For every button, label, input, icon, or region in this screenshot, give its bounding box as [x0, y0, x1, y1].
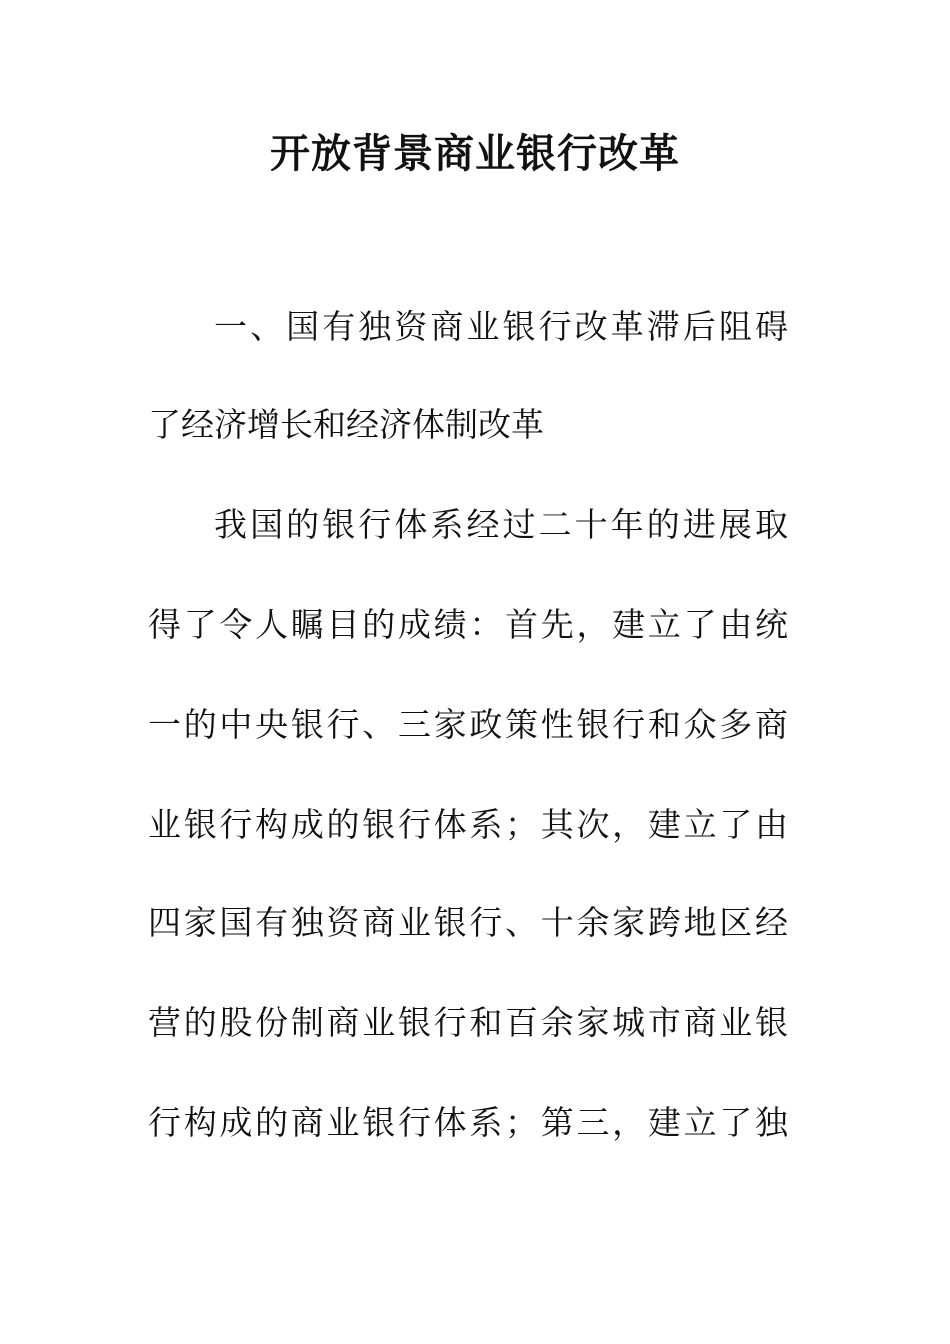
paragraph-line: 营的股份制商业银行和百余家城市商业银 [148, 1003, 788, 1042]
paragraph-line: 我国的银行体系经过二十年的进展取 [214, 505, 788, 544]
paragraph-line: 业银行构成的银行体系；其次，建立了由 [148, 805, 788, 844]
paragraph-line: 一的中央银行、三家政策性银行和众多商 [148, 705, 788, 744]
paragraph-line: 得了令人瞩目的成绩：首先，建立了由统 [148, 605, 788, 644]
section-heading-line-2: 了经济增长和经济体制改革 [148, 405, 544, 444]
paragraph-line: 四家国有独资商业银行、十余家跨地区经 [148, 903, 788, 942]
document-title: 开放背景商业银行改革 [270, 130, 680, 177]
paragraph-line: 行构成的商业银行体系；第三，建立了独 [148, 1103, 788, 1142]
section-heading-line-1: 一、国有独资商业银行改革滞后阻碍 [214, 307, 788, 346]
